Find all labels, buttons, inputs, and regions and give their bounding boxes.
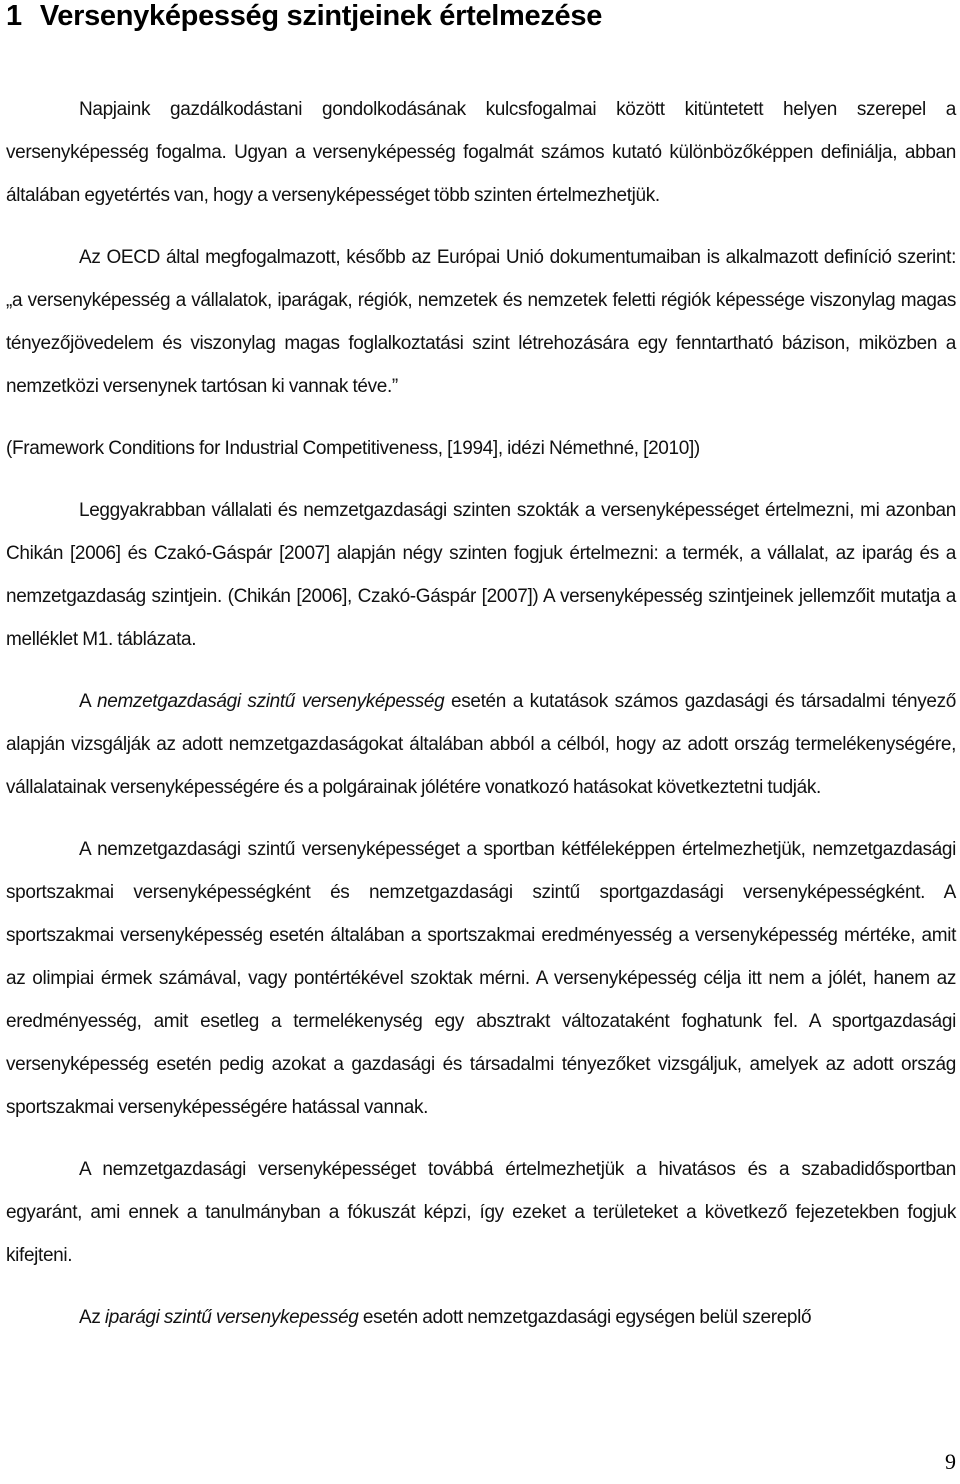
body-text (6, 88, 956, 1339)
section-title: Versenyképesség szintjeinek értelmezése (39, 0, 603, 32)
paragraph-industry-level-rest: esetén adott nemzetgazdasági egységen belül szereplő (358, 1307, 812, 1328)
paragraph-national-level-start: A (79, 691, 98, 712)
section-heading (6, 0, 602, 32)
paragraph-national-level (6, 680, 956, 809)
emphasis-national-level: nemzetgazdasági szintű versenyképesség (97, 691, 445, 712)
citation-line: (Framework Conditions for Industrial Competitiveness, [1994], idézi Némethné, [2010]) (6, 438, 700, 459)
page-number: 9 (945, 1449, 956, 1474)
paragraph-intro: Napjaink gazdálkodástani gondolkodásának kulcsfogalmai között kitüntetett helyen szerepel a versenyképesség fogalma. Ugyan a versenyképesség fogalmát számos kutató különbözőképpen definiálja, abban általában egyetértés van, hogy a versenyképességet több szinten értelmezhetjük. (6, 99, 956, 206)
emphasis-industry-level: iparági szintű versenykepesség (104, 1307, 359, 1328)
paragraph-industry-level (6, 1296, 956, 1339)
paragraph-oecd-definition: Az OECD által megfogalmazott, később az Európai Unió dokumentumaiban is alkalmazott definíció szerint: „a versenyképesség a vállalatok, iparágak, régiók, nemzetek és nemzetek feletti régiók képessége viszonylag magas tényezőjövedelem és viszonylag magas foglalkoztatási szint létrehozására egy fenntartható bázison, miközben a nemzetközi versenynek tartósan ki vannak téve.” (6, 247, 956, 397)
paragraph-leisure-sport: A nemzetgazdasági versenyképességet továbbá értelmezhetjük a hivatásos és a szabadidősportban egyaránt, ami ennek a tanulmányban a fókuszát képzi, így ezeket a területeket a következő fejezetekben fogjuk kifejteni. (6, 1159, 956, 1266)
paragraph-levels: Leggyakrabban vállalati és nemzetgazdasági szinten szokták a versenyképességet értelmezni, mi azonban Chikán [2006] és Czakó-Gáspár [2007] alapján négy szinten fogjuk értelmezni: a termék, a vállalat, az iparág és a nemzetgazdaság szintjein. (Chikán [2006], Czakó-Gáspár [2007]) A versenyképesség szintjeinek jellemzőit mutatja a melléklet M1. táblázata. (6, 500, 956, 650)
paragraph-sport: A nemzetgazdasági szintű versenyképességet a sportban kétféleképpen értelmezhetjük, nemzetgazdasági sportszakmai versenyképességként és nemzetgazdasági szintű sportgazdasági versenyképességként. A sportszakmai versenyképesség esetén általában a sportszakmai eredményesség a versenyképesség mértéke, amit az olimpiai érmek számával, vagy pontértékével szoktak mérni. A versenyképesség célja itt nem a jólét, hanem az eredményesség, amit esetleg a termelékenység egy absztrakt változataként foghatunk fel. A sportgazdasági versenyképesség esetén pedig azokat a gazdasági és társadalmi tényezőket vizsgáljuk, amelyek az adott ország sportszakmai versenyképességére hatással vannak. (6, 839, 956, 1118)
paragraph-national-level-rest: esetén a kutatások számos gazdasági és társadalmi tényező alapján vizsgálják az adott nemzetgazdaságokat általában abból a célból, hogy az adott ország termelékenységére, vállalatainak versenyképességére és a polgárainak jólétére vonatkozó hatásokat következtetni tudják. (6, 691, 956, 798)
paragraph-industry-level-start: Az (79, 1307, 105, 1328)
section-number: 1 (6, 0, 22, 32)
